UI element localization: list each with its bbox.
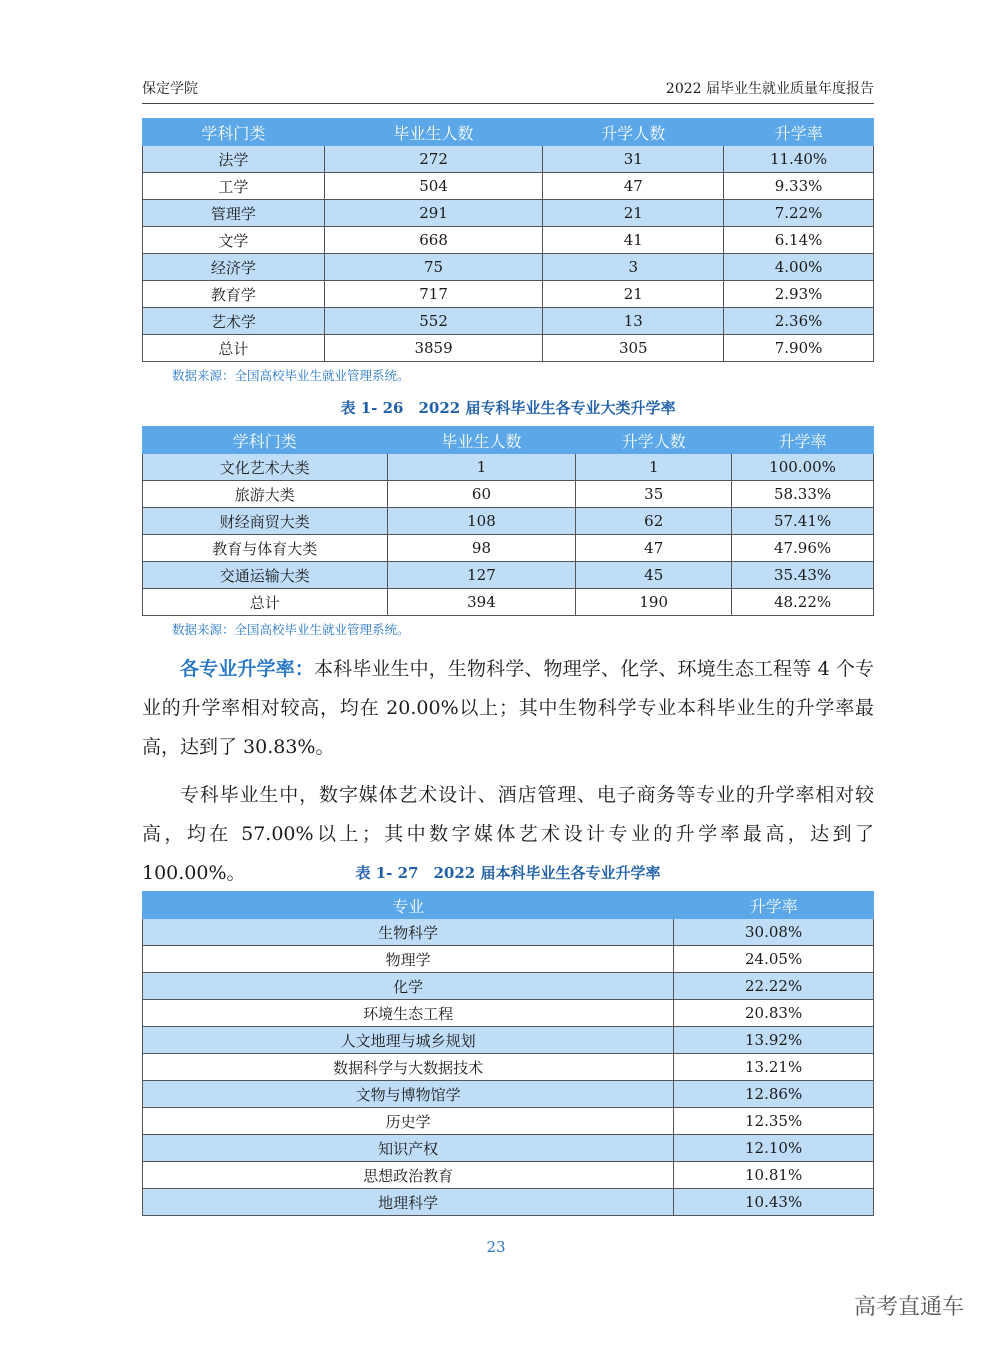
table-junior-college-category xyxy=(142,426,874,616)
header-divider xyxy=(142,103,874,104)
table3-caption: 表 1- 27 2022 届本科毕业生各专业升学率 xyxy=(355,864,661,882)
table-cell: 数据科学与大数据技术 xyxy=(143,1054,674,1081)
table-cell: 物理学 xyxy=(143,946,674,973)
table-row xyxy=(143,946,874,973)
table-cell: 交通运输大类 xyxy=(143,562,388,589)
col-header: 升学率 xyxy=(732,427,874,454)
table-cell: 3 xyxy=(543,254,724,281)
table-cell: 47 xyxy=(576,535,732,562)
table-row xyxy=(143,454,874,481)
table-cell: 总计 xyxy=(143,589,388,616)
table-row xyxy=(143,481,874,508)
table-cell: 305 xyxy=(543,335,724,362)
table-cell: 地理科学 xyxy=(143,1189,674,1216)
table-cell: 13.92% xyxy=(674,1027,874,1054)
table-row xyxy=(143,562,874,589)
table-cell: 48.22% xyxy=(732,589,874,616)
table-row xyxy=(143,1189,874,1216)
col-header: 升学人数 xyxy=(543,119,724,146)
table-row xyxy=(143,308,874,335)
table-cell: 45 xyxy=(576,562,732,589)
table-row xyxy=(143,1081,874,1108)
table-cell: 41 xyxy=(543,227,724,254)
table-row xyxy=(143,173,874,200)
table-cell: 人文地理与城乡规划 xyxy=(143,1027,674,1054)
table-undergrad-discipline xyxy=(142,118,874,362)
watermark-text: 高考直通车 xyxy=(853,1295,964,1320)
table-cell: 生物科学 xyxy=(143,919,674,946)
table-cell: 4.00% xyxy=(724,254,874,281)
table-cell: 24.05% xyxy=(674,946,874,973)
table-cell: 教育学 xyxy=(143,281,325,308)
table-cell: 504 xyxy=(324,173,543,200)
table-cell: 旅游大类 xyxy=(143,481,388,508)
table-cell: 12.35% xyxy=(674,1108,874,1135)
table-row xyxy=(143,227,874,254)
table-cell: 1 xyxy=(576,454,732,481)
table-cell: 12.10% xyxy=(674,1135,874,1162)
page-header xyxy=(142,78,874,100)
paragraph-undergrad-summary xyxy=(142,650,874,767)
table-cell: 108 xyxy=(387,508,576,535)
table2-source-note: 数据来源：全国高校毕业生就业管理系统。 xyxy=(172,622,410,637)
table-row xyxy=(143,1162,874,1189)
table-row xyxy=(143,200,874,227)
table-cell: 艺术学 xyxy=(143,308,325,335)
table-cell: 7.90% xyxy=(724,335,874,362)
table-row xyxy=(143,254,874,281)
table-cell: 62 xyxy=(576,508,732,535)
table-cell: 7.22% xyxy=(724,200,874,227)
col-header: 毕业生人数 xyxy=(324,119,543,146)
table-undergrad-major xyxy=(142,891,874,1216)
table-row xyxy=(143,508,874,535)
table-row xyxy=(143,281,874,308)
col-header: 毕业生人数 xyxy=(387,427,576,454)
table-cell: 文化艺术大类 xyxy=(143,454,388,481)
table-cell: 环境生态工程 xyxy=(143,1000,674,1027)
table2-caption: 表 1- 26 2022 届专科毕业生各专业大类升学率 xyxy=(340,399,676,417)
table-row xyxy=(143,919,874,946)
table-cell: 272 xyxy=(324,146,543,173)
table-cell: 100.00% xyxy=(732,454,874,481)
table-cell: 知识产权 xyxy=(143,1135,674,1162)
table-row xyxy=(143,589,874,616)
table-cell: 文物与博物馆学 xyxy=(143,1081,674,1108)
table-cell: 总计 xyxy=(143,335,325,362)
table-cell: 20.83% xyxy=(674,1000,874,1027)
table-cell: 工学 xyxy=(143,173,325,200)
table-row xyxy=(143,1054,874,1081)
table-cell: 管理学 xyxy=(143,200,325,227)
table-cell: 75 xyxy=(324,254,543,281)
page-number: 23 xyxy=(486,1238,506,1256)
table-cell: 1 xyxy=(387,454,576,481)
table1-source-note: 数据来源：全国高校毕业生就业管理系统。 xyxy=(172,368,410,383)
table-cell: 2.93% xyxy=(724,281,874,308)
table-cell: 21 xyxy=(543,200,724,227)
table-cell: 6.14% xyxy=(724,227,874,254)
table-row xyxy=(143,1027,874,1054)
table-cell: 35.43% xyxy=(732,562,874,589)
table-cell: 668 xyxy=(324,227,543,254)
table-cell: 9.33% xyxy=(724,173,874,200)
table-row xyxy=(143,335,874,362)
col-header: 专业 xyxy=(143,892,674,919)
table-row xyxy=(143,535,874,562)
table-cell: 11.40% xyxy=(724,146,874,173)
table-cell: 思想政治教育 xyxy=(143,1162,674,1189)
table-cell: 3859 xyxy=(324,335,543,362)
table-cell: 21 xyxy=(543,281,724,308)
table-row xyxy=(143,1135,874,1162)
table-row xyxy=(143,1108,874,1135)
table-cell: 31 xyxy=(543,146,724,173)
table-cell: 历史学 xyxy=(143,1108,674,1135)
table-cell: 财经商贸大类 xyxy=(143,508,388,535)
table-cell: 文学 xyxy=(143,227,325,254)
table-cell: 教育与体育大类 xyxy=(143,535,388,562)
paragraph-text: 本科毕业生中，生物科学、物理学、化学、环境生态工程等 4 个专业的升学率相对较高，均在 20.00%以上；其中生物科学专业本科毕业生的升学率最高，达到了 30.83%。 xyxy=(142,658,874,758)
table-cell: 60 xyxy=(387,481,576,508)
table-cell: 10.81% xyxy=(674,1162,874,1189)
table-cell: 化学 xyxy=(143,973,674,1000)
table-cell: 22.22% xyxy=(674,973,874,1000)
table-cell: 394 xyxy=(387,589,576,616)
paragraph-text: 专科毕业生中，数字媒体艺术设计、酒店管理、电子商务等专业的升学率相对较高，均在 57.00%以上；其中数字媒体艺术设计专业的升学率最高，达到了 100.00%。 xyxy=(142,784,874,884)
table-cell: 58.33% xyxy=(732,481,874,508)
table-cell: 13 xyxy=(543,308,724,335)
table-cell: 47.96% xyxy=(732,535,874,562)
table-cell: 717 xyxy=(324,281,543,308)
paragraph-lead: 各专业升学率： xyxy=(180,658,314,680)
header-school-name: 保定学院 xyxy=(142,81,198,97)
table-cell: 2.36% xyxy=(724,308,874,335)
table-cell: 98 xyxy=(387,535,576,562)
table-cell: 经济学 xyxy=(143,254,325,281)
table-cell: 法学 xyxy=(143,146,325,173)
table-cell: 13.21% xyxy=(674,1054,874,1081)
col-header: 学科门类 xyxy=(143,427,388,454)
table-cell: 12.86% xyxy=(674,1081,874,1108)
table-cell: 127 xyxy=(387,562,576,589)
table-cell: 291 xyxy=(324,200,543,227)
table-row xyxy=(143,146,874,173)
table-cell: 35 xyxy=(576,481,732,508)
table-cell: 190 xyxy=(576,589,732,616)
table-cell: 57.41% xyxy=(732,508,874,535)
table-cell: 552 xyxy=(324,308,543,335)
table-cell: 10.43% xyxy=(674,1189,874,1216)
table-row xyxy=(143,1000,874,1027)
col-header: 升学率 xyxy=(724,119,874,146)
col-header: 升学率 xyxy=(674,892,874,919)
col-header: 升学人数 xyxy=(576,427,732,454)
header-report-title: 2022 届毕业生就业质量年度报告 xyxy=(665,81,874,97)
table-row xyxy=(143,973,874,1000)
col-header: 学科门类 xyxy=(143,119,325,146)
table-cell: 47 xyxy=(543,173,724,200)
table-cell: 30.08% xyxy=(674,919,874,946)
